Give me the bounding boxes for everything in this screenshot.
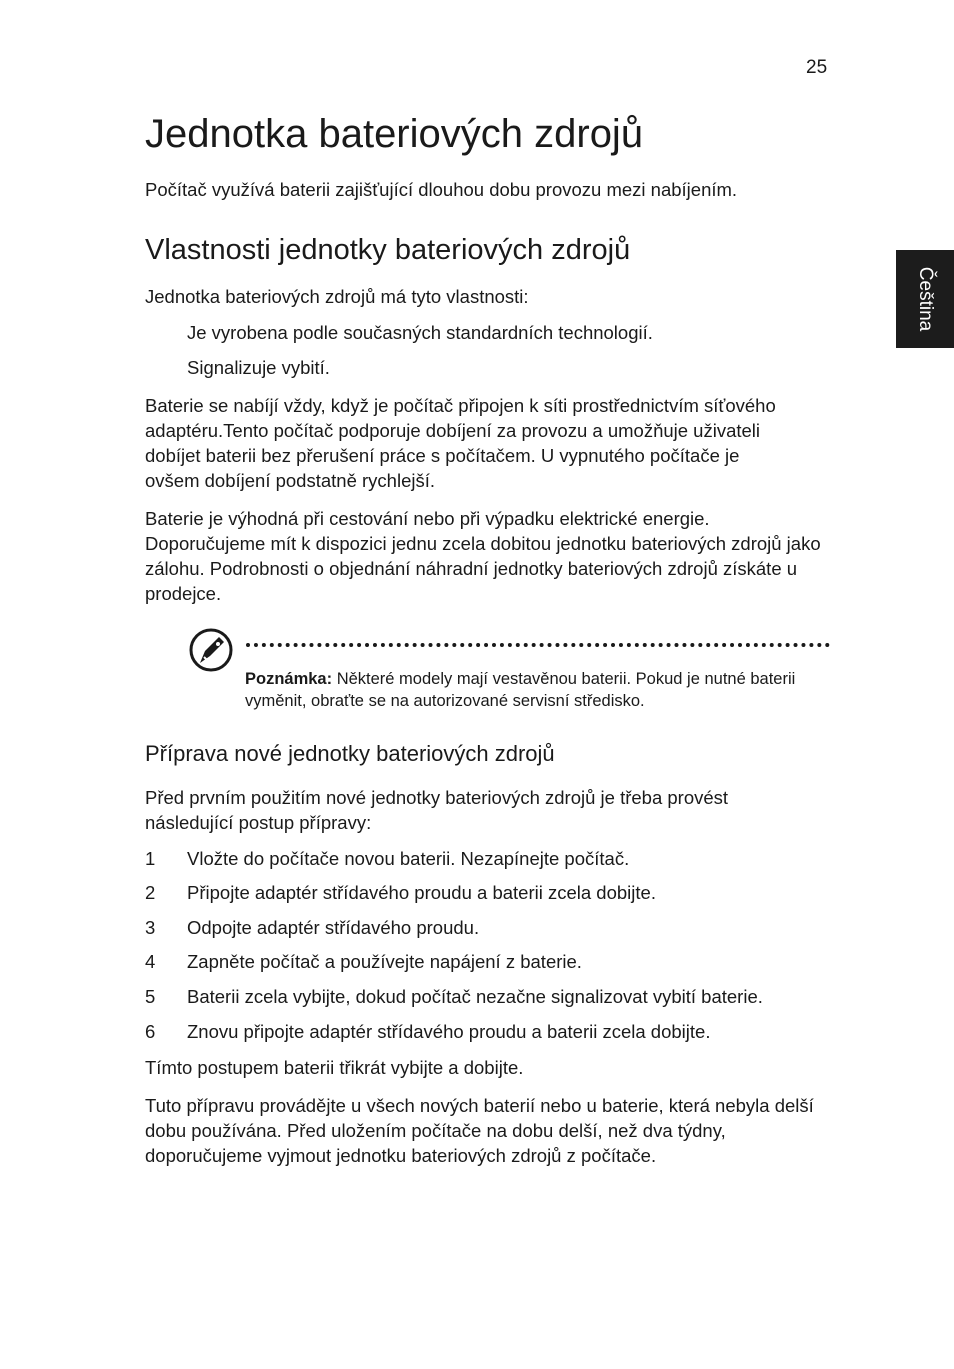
- page-title: Jednotka bateriových zdrojů: [145, 112, 644, 156]
- note-text: [245, 668, 835, 712]
- preparation-lead: Před prvním použitím nové jednotky bateriových zdrojů je třeba provést následující postup přípravy:: [145, 787, 729, 833]
- step-number: 5: [145, 986, 156, 1007]
- section-heading-preparation: Příprava nové jednotky bateriových zdrojů: [145, 741, 555, 766]
- step-number: 4: [145, 951, 156, 972]
- step-text: Baterii zcela vybijte, dokud počítač nezačne signalizovat vybití baterie.: [187, 986, 763, 1007]
- charging-paragraph: Baterie se nabíjí vždy, když je počítač připojen k síti prostřednictvím síťového adaptéru.Tento počítač podporuje dobíjení za provozu a umožňuje uživateli dobíjet baterii bez přerušení práce s počítačem. U vypnutého počítače je ovšem dobíjení podstatně rychlejší.: [145, 395, 776, 491]
- section-heading-features: Vlastnosti jednotky bateriových zdrojů: [145, 234, 631, 266]
- language-tab: [896, 250, 954, 348]
- outro-paragraph: Tímto postupem baterii třikrát vybijte a dobijte.: [145, 1057, 524, 1078]
- step-number: 2: [145, 882, 156, 903]
- feature-item: Je vyrobena podle současných standardních technologií.: [187, 322, 653, 343]
- storage-paragraph: Tuto přípravu provádějte u všech nových baterií nebo u baterie, která nebyla delší dobu používána. Před uložením počítače na dobu delší, než dva týdny, doporučujeme vyjmout jednotku bateriových zdrojů z počítače.: [145, 1095, 814, 1166]
- note-pencil-icon: [188, 627, 234, 673]
- note-body: Některé modely mají vestavěnou baterii. Pokud je nutné baterii vyměnit, obraťte se na autorizované servisní středisko.: [245, 670, 796, 710]
- step-number: 1: [145, 848, 156, 869]
- language-tab-label: Čeština: [915, 266, 937, 332]
- page-number: 25: [806, 57, 828, 78]
- step-number: 6: [145, 1021, 156, 1042]
- features-lead: Jednotka bateriových zdrojů má tyto vlastnosti:: [145, 286, 529, 307]
- note-label: Poznámka:: [245, 670, 333, 688]
- step-text: Odpojte adaptér střídavého proudu.: [187, 917, 480, 938]
- step-number: 3: [145, 917, 156, 938]
- note-divider: [246, 643, 830, 647]
- step-text: Vložte do počítače novou baterii. Nezapínejte počítač.: [187, 848, 630, 869]
- step-text: Znovu připojte adaptér střídavého proudu a baterii zcela dobijte.: [187, 1021, 711, 1042]
- intro-paragraph: Počítač využívá baterii zajišťující dlouhou dobu provozu mezi nabíjením.: [145, 179, 738, 200]
- step-text: Připojte adaptér střídavého proudu a baterii zcela dobijte.: [187, 882, 656, 903]
- feature-item: Signalizuje vybití.: [187, 357, 330, 378]
- step-text: Zapněte počítač a používejte napájení z baterie.: [187, 951, 582, 972]
- travel-paragraph: Baterie je výhodná při cestování nebo při výpadku elektrické energie. Doporučujeme mít k dispozici jednu zcela dobitou jednotku bateriových zdrojů jako zálohu. Podrobnosti o objednání náhradní jednotky bateriových zdrojů získáte u prodejce.: [145, 508, 821, 604]
